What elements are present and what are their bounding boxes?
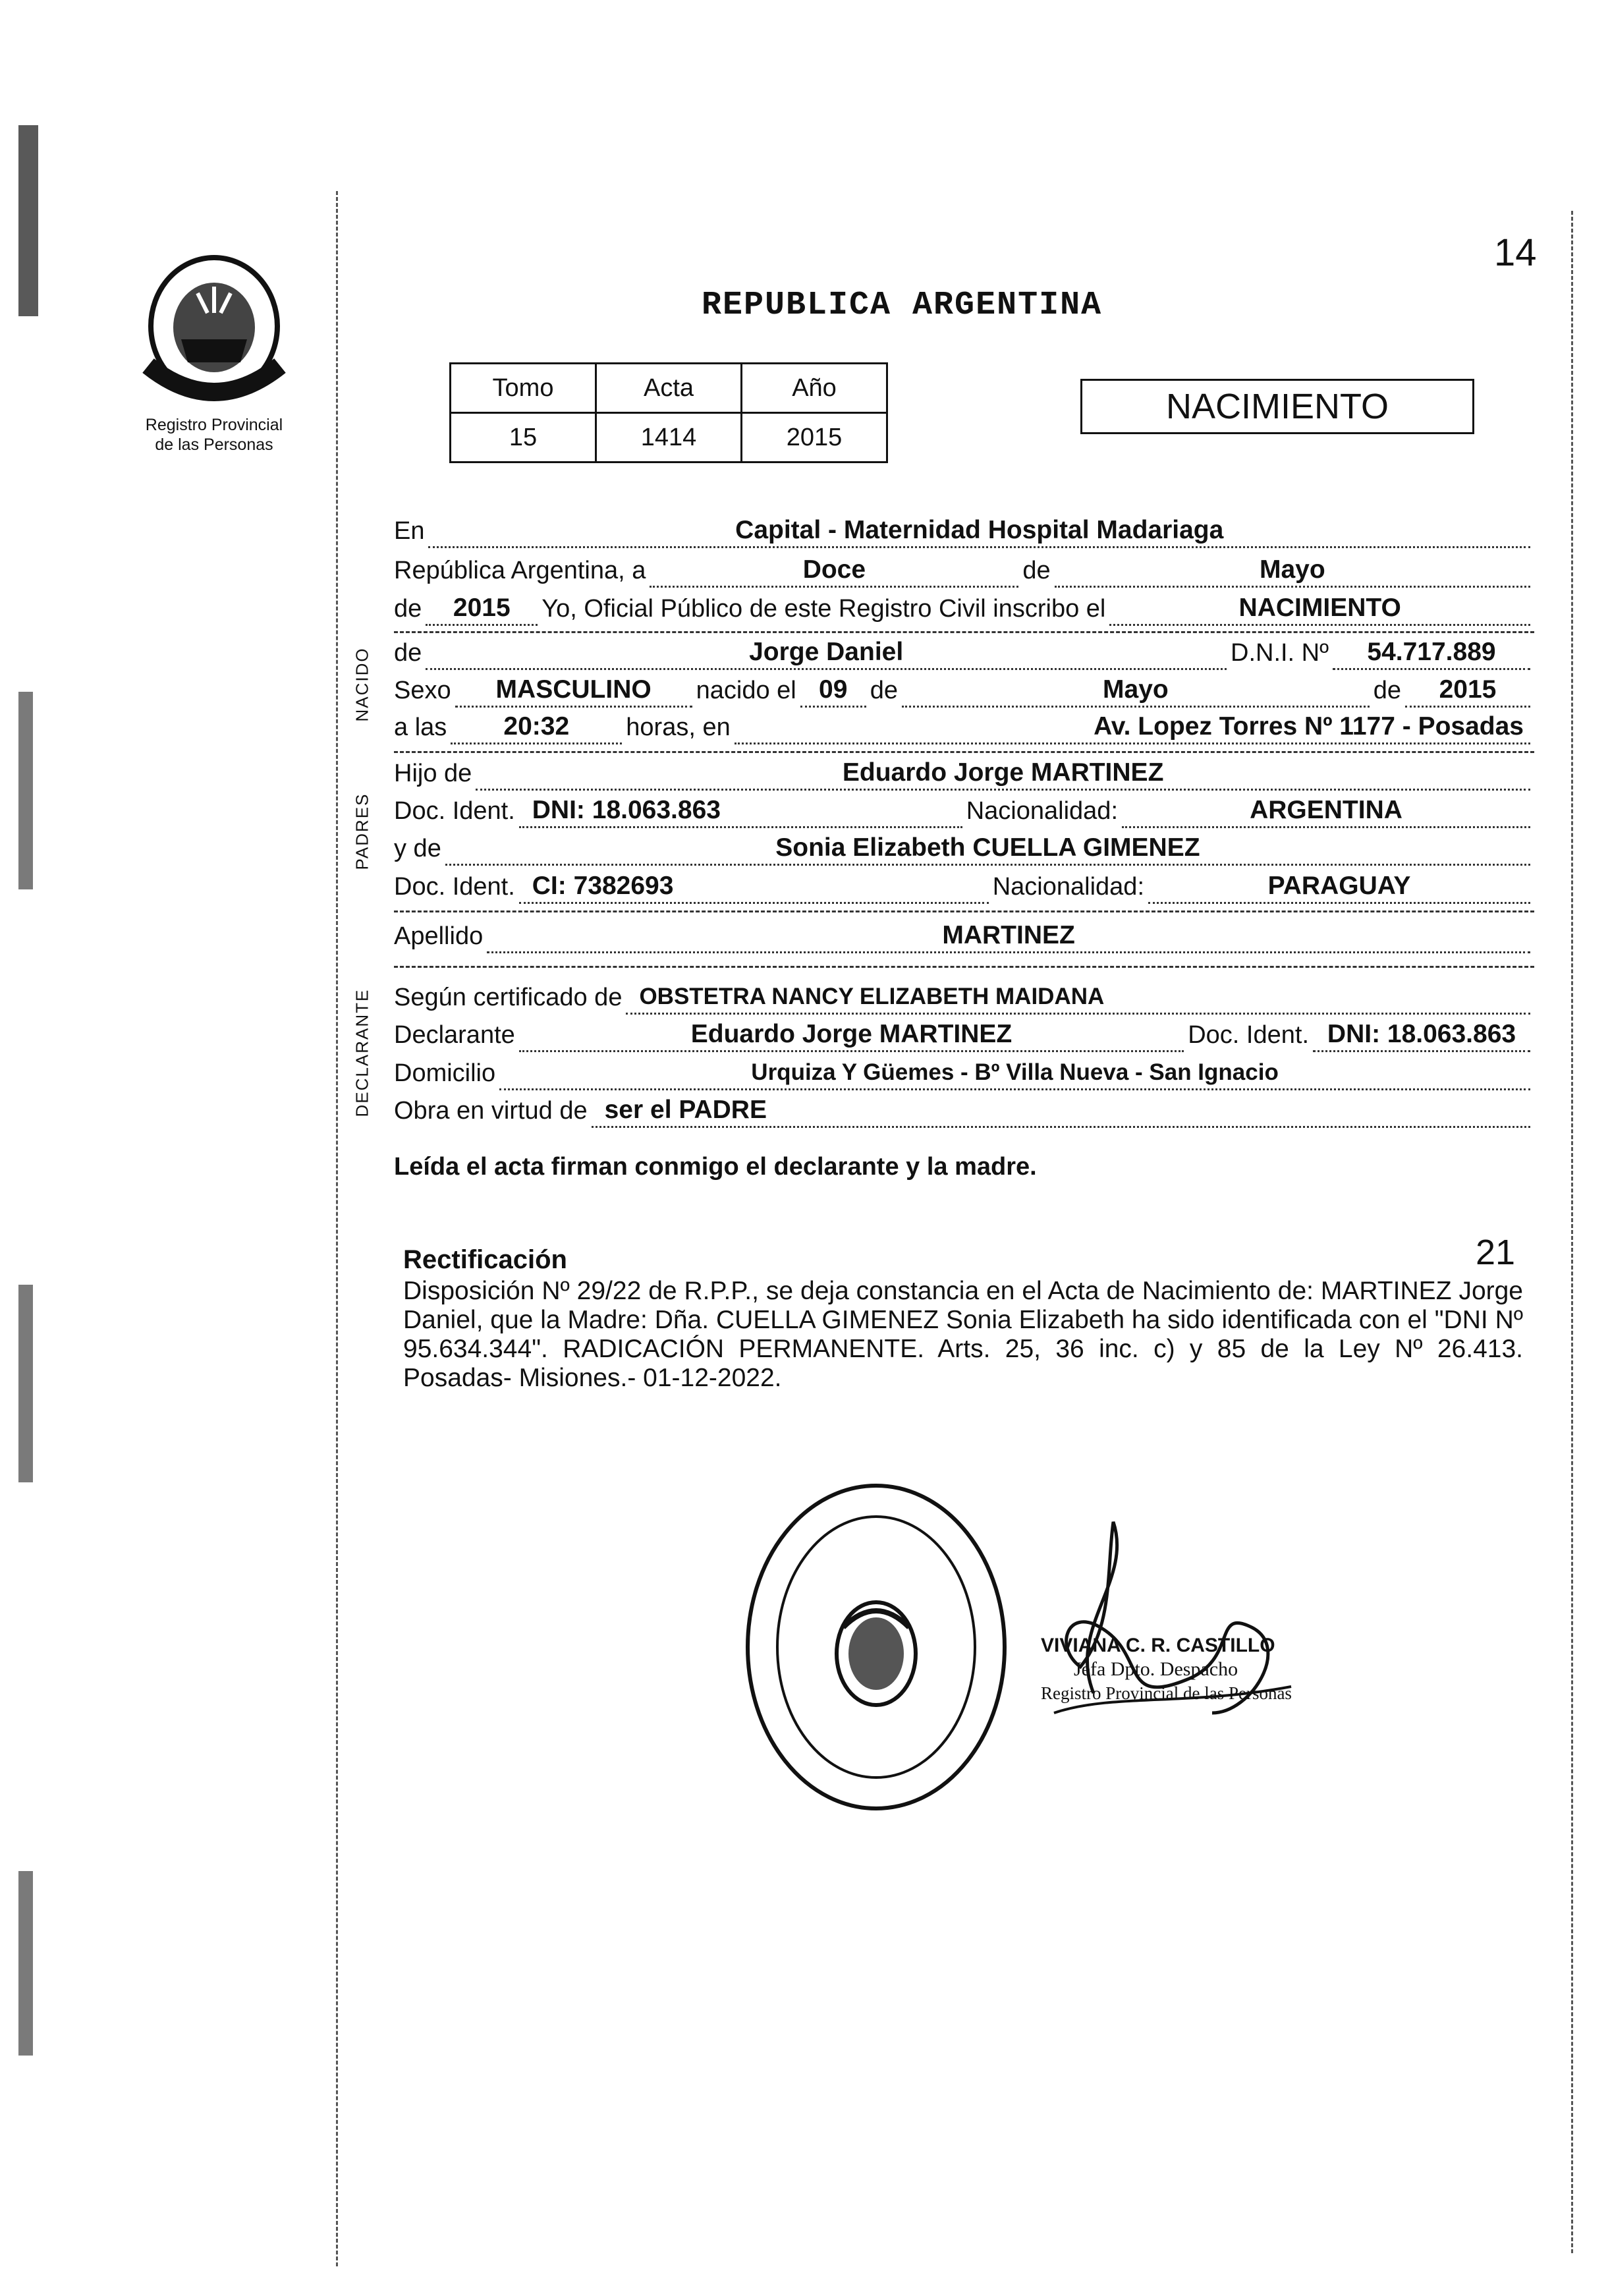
label-de-month: de xyxy=(1373,677,1401,704)
value-father-name: Eduardo Jorge MARTINEZ xyxy=(842,758,1164,787)
separator xyxy=(394,966,1534,968)
row-father-doc xyxy=(394,794,1534,828)
value-child-dni: 54.717.889 xyxy=(1367,638,1496,666)
field-child-name xyxy=(426,638,1227,670)
row-declarante xyxy=(394,1018,1534,1052)
field-mother-doc xyxy=(519,872,989,904)
value-month: Mayo xyxy=(1259,555,1325,584)
value-declarante: Eduardo Jorge MARTINEZ xyxy=(690,1020,1013,1048)
value-father-doc: DNI: 18.063.863 xyxy=(532,796,721,824)
field-obra xyxy=(592,1096,1530,1128)
row-time-place xyxy=(394,710,1534,744)
field-birth-time xyxy=(451,712,622,744)
label-hijo-de: Hijo de xyxy=(394,760,472,787)
label-y-de: y de xyxy=(394,835,441,862)
scan-artifact xyxy=(18,1285,33,1482)
row-child-name xyxy=(394,636,1534,670)
value-place: Capital - Maternidad Hospital Madariaga xyxy=(735,516,1224,544)
value-birth-place: Av. Lopez Torres Nº 1177 - Posadas xyxy=(1094,712,1524,741)
label-nacionalidad: Nacionalidad: xyxy=(966,797,1118,825)
field-father-name xyxy=(476,758,1530,791)
value-certificado: OBSTETRA NANCY ELIZABETH MAIDANA xyxy=(639,984,1105,1009)
field-birth-month xyxy=(902,675,1370,708)
label-a-las: a las xyxy=(394,714,447,741)
page-title: REPUBLICA ARGENTINA xyxy=(702,287,1103,324)
field-birth-place xyxy=(735,712,1530,744)
label-declarante: Declarante xyxy=(394,1021,515,1049)
document-type: NACIMIENTO xyxy=(1165,387,1389,426)
value-anio: 2015 xyxy=(742,413,887,462)
value-day: Doce xyxy=(802,555,866,584)
value-declarante-doc: DNI: 18.063.863 xyxy=(1327,1020,1516,1048)
row-date xyxy=(394,553,1534,588)
field-apellido xyxy=(487,921,1530,953)
page-number: 14 xyxy=(1494,231,1537,274)
separator xyxy=(394,910,1534,912)
value-father-nationality: ARGENTINA xyxy=(1250,796,1402,824)
value-domicilio: Urquiza Y Güemes - Bº Villa Nueva - San Ignacio xyxy=(751,1059,1279,1085)
field-birth-year xyxy=(1405,675,1530,708)
label-nacido-el: nacido el xyxy=(696,677,796,704)
field-domicilio xyxy=(499,1059,1530,1090)
label-de: de xyxy=(1022,557,1051,584)
field-mother-name xyxy=(445,833,1530,866)
field-place xyxy=(428,516,1530,548)
label-de-day: de xyxy=(870,677,899,704)
label-certificado: Según certificado de xyxy=(394,984,623,1011)
signature-block xyxy=(1041,1634,1292,1705)
label-sexo: Sexo xyxy=(394,677,451,704)
value-birth-year: 2015 xyxy=(1439,675,1497,704)
scan-artifact xyxy=(18,692,33,889)
field-day xyxy=(650,555,1018,588)
field-mother-nationality xyxy=(1148,872,1530,904)
scan-artifact xyxy=(18,125,38,316)
row-apellido xyxy=(394,919,1534,953)
label-doc-ident: Doc. Ident. xyxy=(394,873,515,901)
label-en: En xyxy=(394,517,425,545)
value-obra: ser el PADRE xyxy=(604,1096,767,1124)
label-domicilio: Domicilio xyxy=(394,1059,496,1087)
section-label-padres: PADRES xyxy=(352,793,372,870)
field-child-dni xyxy=(1333,638,1530,670)
document-type-box xyxy=(1080,379,1474,434)
label-registration-text: Yo, Oficial Público de este Registro Civil inscribo el xyxy=(541,595,1106,623)
field-father-nationality xyxy=(1122,796,1530,828)
field-declarante xyxy=(519,1020,1184,1052)
signature-icon xyxy=(1014,1496,1331,1759)
value-birth-time: 20:32 xyxy=(503,712,570,741)
field-month xyxy=(1055,555,1530,588)
scan-artifact xyxy=(18,1871,33,2056)
field-declarante-doc xyxy=(1313,1020,1530,1052)
row-mother xyxy=(394,831,1534,866)
value-apellido: MARTINEZ xyxy=(942,921,1075,949)
section-label-declarante: DECLARANTE xyxy=(352,988,372,1117)
field-certificado xyxy=(626,984,1530,1015)
separator xyxy=(394,751,1534,753)
header-tomo: Tomo xyxy=(451,364,596,413)
value-mother-name: Sonia Elizabeth CUELLA GIMENEZ xyxy=(775,833,1200,862)
row-mother-doc xyxy=(394,870,1534,904)
signer-office: Registro Provincial de las Personas xyxy=(1041,1683,1292,1703)
row-sex-birth xyxy=(394,673,1534,708)
rectificacion-body: Disposición Nº 29/22 de R.P.P., se deja constancia en el Acta de Nacimiento de: MARTINEZ Jorge Daniel, que la Madre: Dña. CUELLA GIMENEZ Sonia Elizabeth ha sido identificada con el "DNI Nº 95.634.344". RADICACIÓN PERMANENTE. Arts. 25, 36 inc. c) y 85 de la Ley Nº 26.413. Posadas- Misiones.- 01-12-2022. xyxy=(403,1277,1523,1392)
provincial-seal-icon xyxy=(135,247,293,412)
field-year xyxy=(426,594,538,626)
value-acta: 1414 xyxy=(596,413,742,462)
label-apellido: Apellido xyxy=(394,922,484,950)
header-anio: Año xyxy=(742,364,887,413)
field-birth-day xyxy=(800,675,866,708)
value-child-name: Jorge Daniel xyxy=(749,638,904,666)
value-mother-nationality: PARAGUAY xyxy=(1267,872,1411,900)
rectificacion-title: Rectificación xyxy=(403,1245,567,1274)
label-de-child: de xyxy=(394,639,422,667)
reference-table-value-row xyxy=(451,413,887,462)
logo-caption xyxy=(112,415,316,455)
value-birth-month: Mayo xyxy=(1103,675,1169,704)
row-obra xyxy=(394,1094,1534,1128)
value-registration: NACIMIENTO xyxy=(1238,594,1401,622)
label-de-year: de xyxy=(394,595,422,623)
row-registration xyxy=(394,592,1534,626)
value-sexo: MASCULINO xyxy=(495,675,652,704)
section-label-nacido: NACIDO xyxy=(352,647,372,722)
closing-text: Leída el acta firman conmigo el declarante y la madre. xyxy=(394,1153,1037,1181)
label-nacionalidad: Nacionalidad: xyxy=(992,873,1144,901)
label-horas-en: horas, en xyxy=(626,714,731,741)
row-place xyxy=(394,514,1534,548)
left-margin-line xyxy=(336,191,338,2266)
label-doc-ident: Doc. Ident. xyxy=(394,797,515,825)
right-margin-line xyxy=(1571,211,1573,2253)
signer-name: VIVIANA C. R. CASTILLO xyxy=(1041,1635,1275,1656)
label-republica: República Argentina, a xyxy=(394,557,646,584)
value-year: 2015 xyxy=(453,594,511,622)
logo-caption-line1: Registro Provincial xyxy=(145,416,283,434)
label-obra: Obra en virtud de xyxy=(394,1097,588,1125)
rectificacion-number: 21 xyxy=(1476,1233,1516,1272)
label-doc-ident: Doc. Ident. xyxy=(1188,1021,1309,1049)
official-stamp-icon xyxy=(738,1476,1014,1818)
value-mother-doc: CI: 7382693 xyxy=(532,872,674,900)
separator xyxy=(394,631,1534,633)
value-birth-day: 09 xyxy=(819,675,848,704)
field-sexo xyxy=(455,675,692,708)
row-certificado xyxy=(394,980,1534,1015)
logo-caption-line2: de las Personas xyxy=(155,435,273,454)
row-father xyxy=(394,756,1534,791)
label-dni: D.N.I. Nº xyxy=(1231,639,1329,667)
reference-table-header-row xyxy=(451,364,887,413)
row-domicilio xyxy=(394,1056,1534,1090)
reference-table xyxy=(449,362,888,463)
header-acta: Acta xyxy=(596,364,742,413)
field-registration xyxy=(1109,594,1530,626)
value-tomo: 15 xyxy=(451,413,596,462)
field-father-doc xyxy=(519,796,962,828)
signer-role: Jefa Dpto. Despacho xyxy=(1074,1658,1238,1680)
